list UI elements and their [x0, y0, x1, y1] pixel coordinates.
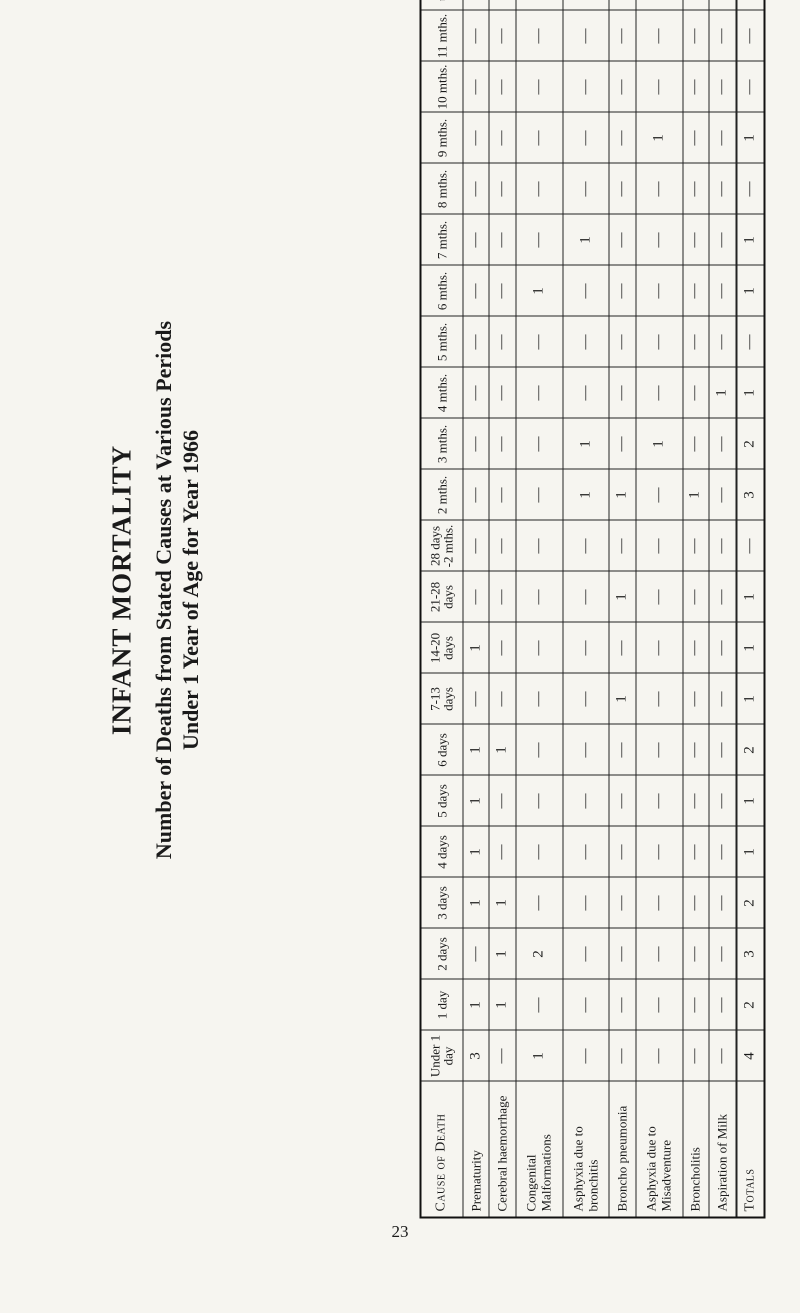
count-cell: — [636, 521, 683, 572]
age-column-header: 7-13 days [421, 674, 463, 725]
age-column-header: 4 mths. [421, 368, 463, 419]
cause-cell: Asphyxia due to Misadventure [636, 1082, 683, 1218]
count-cell [683, 0, 709, 11]
count-cell: — [609, 368, 635, 419]
table-row [636, 0, 683, 1218]
table-row [563, 0, 610, 1218]
age-column-header: 6 days [421, 725, 463, 776]
count-cell: — [516, 878, 563, 929]
count-cell: — [489, 164, 515, 215]
count-cell: — [609, 827, 635, 878]
count-cell: 1 [563, 215, 610, 266]
count-cell: — [683, 623, 709, 674]
count-cell: — [489, 62, 515, 113]
count-cell: — [636, 827, 683, 878]
count-cell: — [709, 1031, 735, 1082]
count-cell [709, 0, 735, 11]
page-number: 23 [391, 1222, 409, 1241]
total-cell: 1 [737, 266, 764, 317]
count-cell: — [636, 470, 683, 521]
count-cell: — [609, 419, 635, 470]
count-cell: — [683, 572, 709, 623]
count-cell: — [609, 62, 635, 113]
count-cell: — [683, 62, 709, 113]
count-cell: — [463, 929, 489, 980]
count-cell: — [489, 113, 515, 164]
count-cell: 2 [516, 929, 563, 980]
count-cell: — [683, 776, 709, 827]
count-cell: — [609, 113, 635, 164]
count-cell: — [636, 878, 683, 929]
count-cell: — [709, 215, 735, 266]
count-cell: — [489, 776, 515, 827]
count-cell: — [563, 980, 610, 1031]
page-title: INFANT MORTALITY [106, 444, 137, 736]
table-row [489, 0, 515, 1218]
total-cell: — [737, 317, 764, 368]
count-cell: — [516, 368, 563, 419]
count-cell: — [563, 521, 610, 572]
total-cell: 1 [737, 215, 764, 266]
count-cell: — [516, 521, 563, 572]
count-cell: — [636, 368, 683, 419]
count-cell: — [516, 215, 563, 266]
age-column-header: 14-20 days [421, 623, 463, 674]
count-cell: — [516, 572, 563, 623]
total-cell: 3 [737, 470, 764, 521]
count-cell: — [563, 827, 610, 878]
count-cell: 1 [563, 419, 610, 470]
count-cell: — [683, 674, 709, 725]
count-cell: — [563, 725, 610, 776]
count-cell: — [636, 164, 683, 215]
count-cell: — [636, 215, 683, 266]
count-cell: — [516, 11, 563, 62]
count-cell: — [683, 419, 709, 470]
count-cell: — [683, 368, 709, 419]
table-row [683, 0, 709, 1218]
count-cell: — [709, 980, 735, 1031]
count-cell: — [709, 317, 735, 368]
total-cell: 1 [737, 572, 764, 623]
table-header-row [421, 0, 463, 1218]
count-cell: — [563, 623, 610, 674]
count-cell: 1 [489, 929, 515, 980]
count-cell: — [563, 878, 610, 929]
age-column-header: 1 day [421, 980, 463, 1031]
count-cell: — [516, 674, 563, 725]
count-cell: — [516, 725, 563, 776]
total-cell: 3 [737, 929, 764, 980]
count-cell: — [609, 164, 635, 215]
count-cell: — [489, 827, 515, 878]
count-cell: 1 [489, 878, 515, 929]
count-cell: 1 [609, 674, 635, 725]
count-cell: — [609, 929, 635, 980]
count-cell: — [636, 776, 683, 827]
table-row [516, 0, 563, 1218]
count-cell: — [683, 1031, 709, 1082]
count-cell: — [463, 164, 489, 215]
count-cell: — [463, 368, 489, 419]
totals-row [737, 0, 764, 1218]
count-cell [636, 0, 683, 11]
age-column-header: 28 days -2 mths. [421, 521, 463, 572]
count-cell: 1 [516, 1031, 563, 1082]
total-cell: 2 [737, 419, 764, 470]
count-cell: 1 [463, 776, 489, 827]
count-cell: — [636, 929, 683, 980]
count-cell: — [709, 725, 735, 776]
count-cell: — [709, 674, 735, 725]
count-cell: — [609, 725, 635, 776]
count-cell: — [516, 623, 563, 674]
count-cell: 1 [636, 419, 683, 470]
cause-cell: Congenital Malformations [516, 1082, 563, 1218]
cause-cell: Cerebral haemorrhage [489, 1082, 515, 1218]
count-cell: — [463, 215, 489, 266]
count-cell: — [516, 62, 563, 113]
count-cell [609, 0, 635, 11]
total-cell: 2 [737, 725, 764, 776]
total-cell: — [737, 164, 764, 215]
age-column-header: 7 mths. [421, 215, 463, 266]
total-cell: 1 [737, 776, 764, 827]
count-cell: — [709, 470, 735, 521]
count-cell: — [489, 674, 515, 725]
count-cell: — [709, 113, 735, 164]
count-cell: — [709, 62, 735, 113]
cause-cell: Asphyxia due to bronchitis [563, 1082, 610, 1218]
count-cell: — [489, 521, 515, 572]
count-cell: — [636, 11, 683, 62]
count-cell: — [463, 419, 489, 470]
cause-cell: Aspiration of Milk [709, 1082, 735, 1218]
count-cell: — [563, 164, 610, 215]
count-cell: — [683, 521, 709, 572]
age-column-header: 2 mths. [421, 470, 463, 521]
count-cell: 3 [463, 1031, 489, 1082]
age-column-header: 9 mths. [421, 113, 463, 164]
count-cell: — [709, 878, 735, 929]
count-cell: — [709, 572, 735, 623]
total-cell: 4 [737, 1031, 764, 1082]
table-caption-line-2: Under 1 Year of Age for Year 1966 [178, 430, 203, 750]
age-column-header: Under 1 day [421, 1031, 463, 1082]
total-cell: 1 [737, 113, 764, 164]
count-cell: — [609, 623, 635, 674]
count-cell: — [636, 623, 683, 674]
count-cell: — [709, 929, 735, 980]
count-cell: — [709, 11, 735, 62]
age-column-header: 4 days [421, 827, 463, 878]
count-cell: 1 [463, 980, 489, 1031]
table-body [463, 0, 765, 1218]
age-column-header: 3 days [421, 878, 463, 929]
mortality-table-wrapper [420, 13, 766, 1219]
count-cell: — [489, 623, 515, 674]
count-cell: — [609, 521, 635, 572]
count-cell: — [516, 980, 563, 1031]
count-cell: — [463, 674, 489, 725]
total-cell: 1 [737, 827, 764, 878]
table-row [463, 0, 489, 1218]
count-cell: — [516, 470, 563, 521]
count-cell: 1 [463, 623, 489, 674]
count-cell: — [683, 827, 709, 878]
count-cell: — [709, 164, 735, 215]
total-cell [737, 0, 764, 11]
age-column-header: 5 mths. [421, 317, 463, 368]
count-cell [463, 0, 489, 11]
count-cell: 1 [563, 470, 610, 521]
count-cell: — [636, 317, 683, 368]
count-cell: — [489, 11, 515, 62]
count-cell: — [709, 776, 735, 827]
count-cell: — [563, 674, 610, 725]
count-cell: — [683, 980, 709, 1031]
table-row [609, 0, 635, 1218]
count-cell: — [563, 1031, 610, 1082]
total-cell: — [737, 11, 764, 62]
count-cell: — [563, 572, 610, 623]
count-cell: — [563, 266, 610, 317]
count-cell: — [463, 266, 489, 317]
age-column-header: 2 days [421, 929, 463, 980]
count-cell: 1 [636, 113, 683, 164]
age-column-header: 3 mths. [421, 419, 463, 470]
count-cell: — [636, 572, 683, 623]
count-cell: — [463, 470, 489, 521]
count-cell: — [563, 317, 610, 368]
count-cell: — [683, 11, 709, 62]
count-cell: — [563, 776, 610, 827]
count-cell: — [683, 266, 709, 317]
count-cell: — [683, 317, 709, 368]
count-cell: — [563, 11, 610, 62]
cause-cell: Broncholitis [683, 1082, 709, 1218]
count-cell: — [636, 1031, 683, 1082]
count-cell: — [463, 11, 489, 62]
total-cell: — [737, 521, 764, 572]
count-cell [489, 0, 515, 11]
total-cell: 2 [737, 980, 764, 1031]
total-cell: 1 [737, 623, 764, 674]
mortality-table [420, 0, 766, 1219]
count-cell: — [709, 623, 735, 674]
cause-column-header: Cause of Death [421, 1082, 463, 1218]
age-column-header: 11 mths. [421, 11, 463, 62]
total-cell: — [737, 62, 764, 113]
count-cell: — [609, 776, 635, 827]
count-cell: — [683, 164, 709, 215]
age-column-header: 21-28 days [421, 572, 463, 623]
count-cell: — [489, 572, 515, 623]
count-cell: — [683, 878, 709, 929]
count-cell: — [489, 266, 515, 317]
totals-label: Totals [737, 1082, 764, 1218]
count-cell: — [683, 929, 709, 980]
count-cell: — [709, 827, 735, 878]
count-cell: — [636, 266, 683, 317]
total-cell: 1 [737, 674, 764, 725]
age-column-header: 8 mths. [421, 164, 463, 215]
count-cell: — [683, 215, 709, 266]
count-cell: — [463, 113, 489, 164]
count-cell: — [489, 1031, 515, 1082]
total-cell: 2 [737, 878, 764, 929]
count-cell: — [636, 980, 683, 1031]
count-cell: — [516, 164, 563, 215]
count-cell: — [636, 674, 683, 725]
count-cell: — [516, 317, 563, 368]
count-cell: 1 [463, 878, 489, 929]
count-cell [516, 0, 563, 11]
count-cell: — [516, 776, 563, 827]
count-cell: — [563, 113, 610, 164]
table-caption-line-1: Number of Deaths from Stated Causes at Various Periods [151, 320, 176, 860]
count-cell: — [489, 368, 515, 419]
count-cell: — [489, 419, 515, 470]
count-cell: — [709, 419, 735, 470]
count-cell: 1 [609, 470, 635, 521]
count-cell: 1 [463, 827, 489, 878]
cause-cell: Prematurity [463, 1082, 489, 1218]
count-cell: 1 [463, 725, 489, 776]
age-column-header: 5 days [421, 776, 463, 827]
count-cell: — [609, 878, 635, 929]
count-cell: — [516, 419, 563, 470]
cause-cell: Broncho pneumonia [609, 1082, 635, 1218]
count-cell: — [609, 317, 635, 368]
count-cell: 1 [683, 470, 709, 521]
count-cell: — [463, 521, 489, 572]
count-cell: — [609, 266, 635, 317]
count-cell: — [489, 215, 515, 266]
count-cell: — [609, 1031, 635, 1082]
count-cell: — [609, 11, 635, 62]
count-cell: 1 [489, 980, 515, 1031]
count-cell: — [709, 521, 735, 572]
count-cell: — [489, 470, 515, 521]
count-cell: — [563, 62, 610, 113]
count-cell: — [489, 317, 515, 368]
age-column-header [421, 0, 463, 11]
count-cell: — [709, 266, 735, 317]
count-cell: 1 [709, 368, 735, 419]
count-cell: — [463, 62, 489, 113]
count-cell [563, 0, 610, 11]
count-cell: — [683, 725, 709, 776]
count-cell: — [636, 62, 683, 113]
total-cell: 1 [737, 368, 764, 419]
count-cell: — [683, 113, 709, 164]
count-cell: 1 [609, 572, 635, 623]
count-cell: 1 [489, 725, 515, 776]
count-cell: — [516, 113, 563, 164]
count-cell: — [563, 929, 610, 980]
count-cell: — [636, 725, 683, 776]
count-cell: — [609, 215, 635, 266]
count-cell: — [516, 827, 563, 878]
count-cell: — [563, 368, 610, 419]
age-column-header: 10 mths. [421, 62, 463, 113]
count-cell: 1 [516, 266, 563, 317]
age-column-header: 6 mths. [421, 266, 463, 317]
count-cell: — [463, 317, 489, 368]
count-cell: — [463, 572, 489, 623]
table-row [709, 0, 735, 1218]
count-cell: — [609, 980, 635, 1031]
